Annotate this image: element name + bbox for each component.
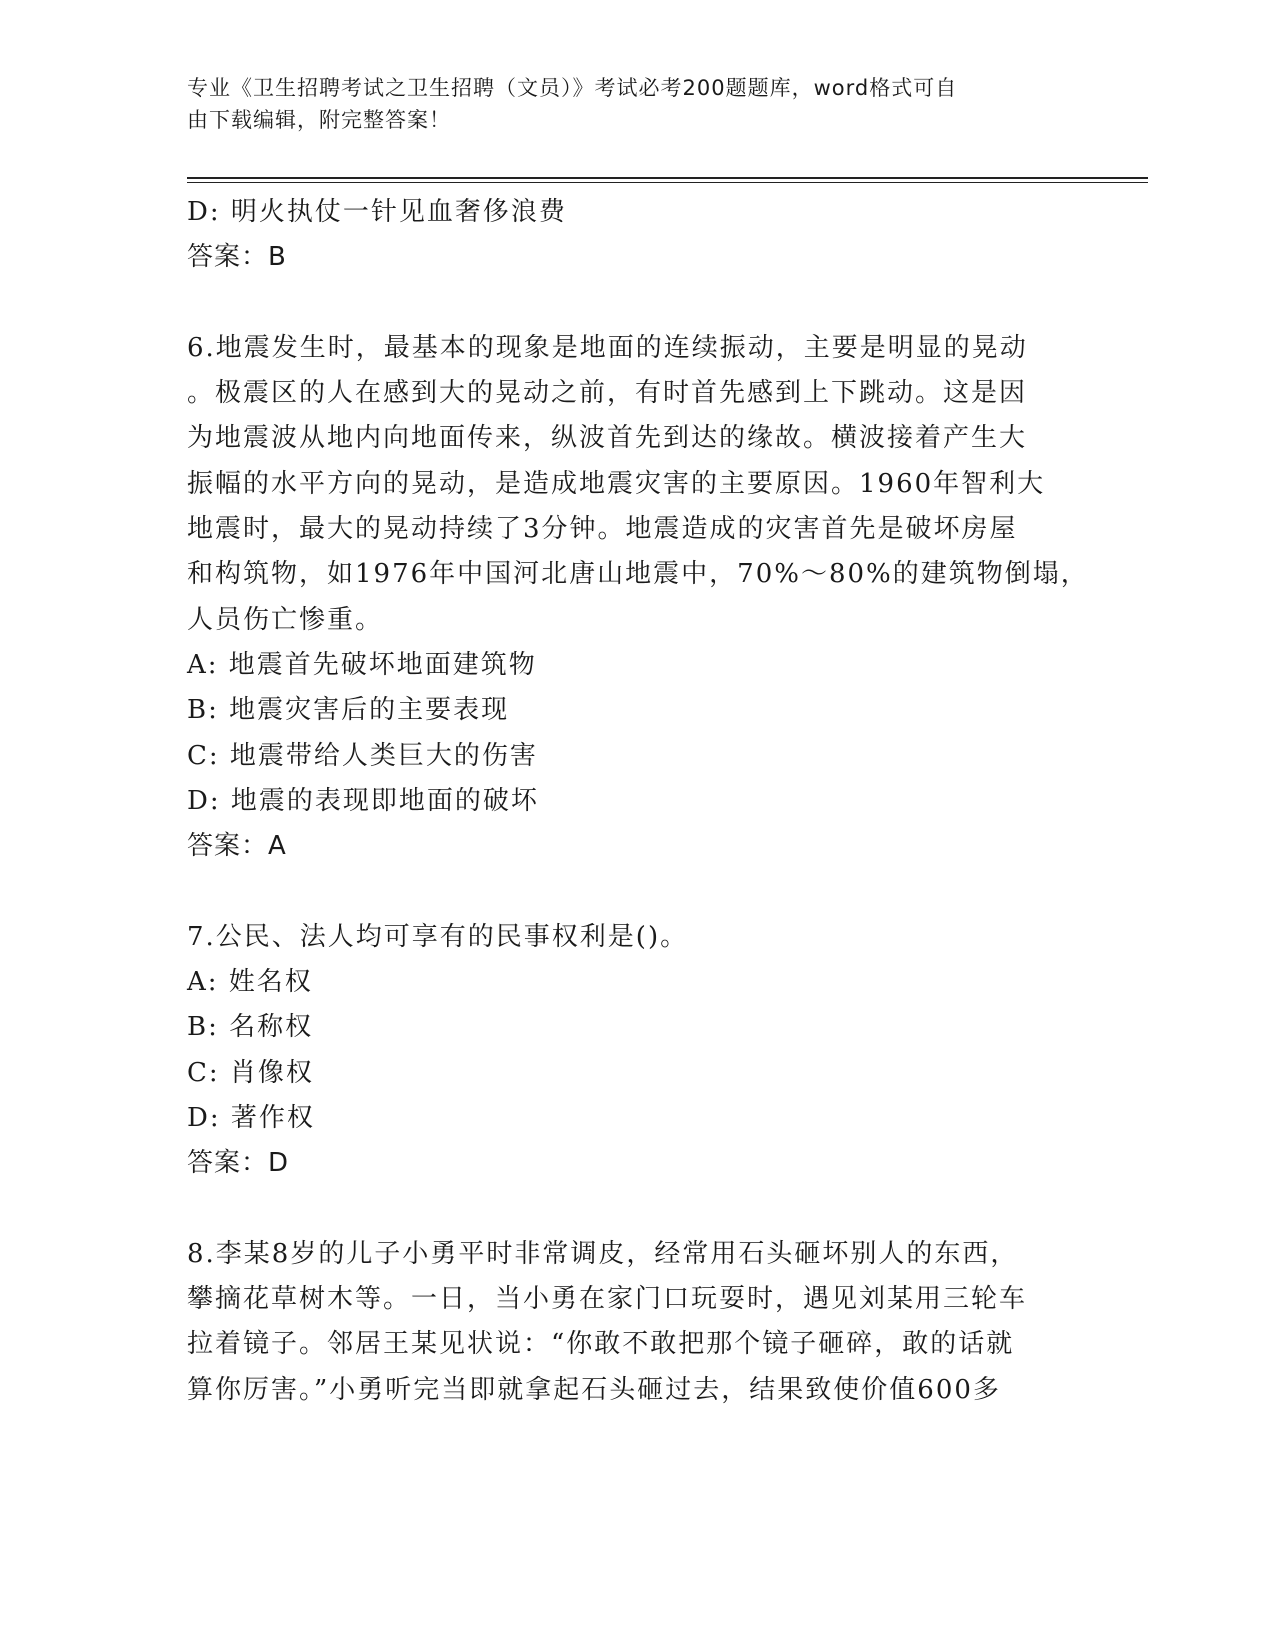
q7-option-a: A: 姓名权 xyxy=(187,967,313,998)
question-6 xyxy=(187,326,1089,870)
q5-option-d: D: 明火执仗一针见血奢侈浪费 xyxy=(187,197,567,227)
q6-answer: 答案：A xyxy=(187,831,287,862)
spacer xyxy=(187,1187,1067,1232)
q5-answer: 答案：B xyxy=(187,242,287,273)
q6-stem-line-2: 。极震区的人在感到大的晃动之前，有时首先感到上下跳动。这是因 xyxy=(187,378,1028,409)
q8-stem-line-1: 8.李某8岁的儿子小勇平时非常调皮，经常用石头砸坏别人的东西， xyxy=(187,1238,1019,1269)
spacer xyxy=(187,281,1067,326)
document-header xyxy=(187,72,1067,136)
q8-stem-line-3: 拉着镜子。邻居王某见状说：“你敢不敢把那个镜子砸碎，敢的话就 xyxy=(187,1329,1015,1360)
question-8 xyxy=(187,1232,1067,1413)
q7-option-b: B: 名称权 xyxy=(187,1012,314,1043)
q6-stem-line-4: 振幅的水平方向的晃动，是造成地震灾害的主要原因。1960年智利大 xyxy=(187,468,1046,499)
q6-option-d: D: 地震的表现即地面的破坏 xyxy=(187,785,539,816)
q7-option-c: C: 肖像权 xyxy=(187,1057,314,1088)
q8-stem-line-4: 算你厉害。”小勇听完当即就拿起石头砸过去，结果致使价值600多 xyxy=(187,1374,1001,1405)
q6-stem-line-3: 为地震波从地内向地面传来，纵波首先到达的缘故。横波接着产生大 xyxy=(187,423,1028,454)
header-rule-thick xyxy=(187,177,1148,179)
q6-stem-line-1: 6.地震发生时，最基本的现象是地面的连续振动，主要是明显的晃动 xyxy=(187,332,1028,363)
q7-answer: 答案：D xyxy=(187,1148,290,1179)
q6-stem-line-5: 地震时，最大的晃动持续了3分钟。地震造成的灾害首先是破坏房屋 xyxy=(187,514,1018,545)
q6-option-b: B: 地震灾害后的主要表现 xyxy=(187,695,510,726)
q6-stem-line-7: 人员伤亡惨重。 xyxy=(187,604,384,635)
question-5-tail xyxy=(187,190,1067,281)
spacer xyxy=(187,869,1067,914)
question-7 xyxy=(187,915,1067,1187)
q8-stem-line-2: 攀摘花草树木等。一日，当小勇在家门口玩耍时，遇见刘某用三轮车 xyxy=(187,1284,1028,1315)
q7-stem: 7.公民、法人均可享有的民事权利是()。 xyxy=(187,921,689,952)
header-line-2: 由下载编辑，附完整答案！ xyxy=(187,108,451,132)
document-body xyxy=(187,190,1089,1413)
q6-option-a: A: 地震首先破坏地面建筑物 xyxy=(187,649,537,680)
q6-option-c: C: 地震带给人类巨大的伤害 xyxy=(187,740,538,771)
q6-stem-line-6: 和构筑物，如1976年中国河北唐山地震中，70%～80%的建筑物倒塌， xyxy=(187,559,1089,590)
header-line-1: 专业《卫生招聘考试之卫生招聘（文员）》考试必考200题题库，word格式可自 xyxy=(187,76,958,100)
q7-option-d: D: 著作权 xyxy=(187,1102,315,1133)
header-rule-thin xyxy=(187,182,1148,183)
